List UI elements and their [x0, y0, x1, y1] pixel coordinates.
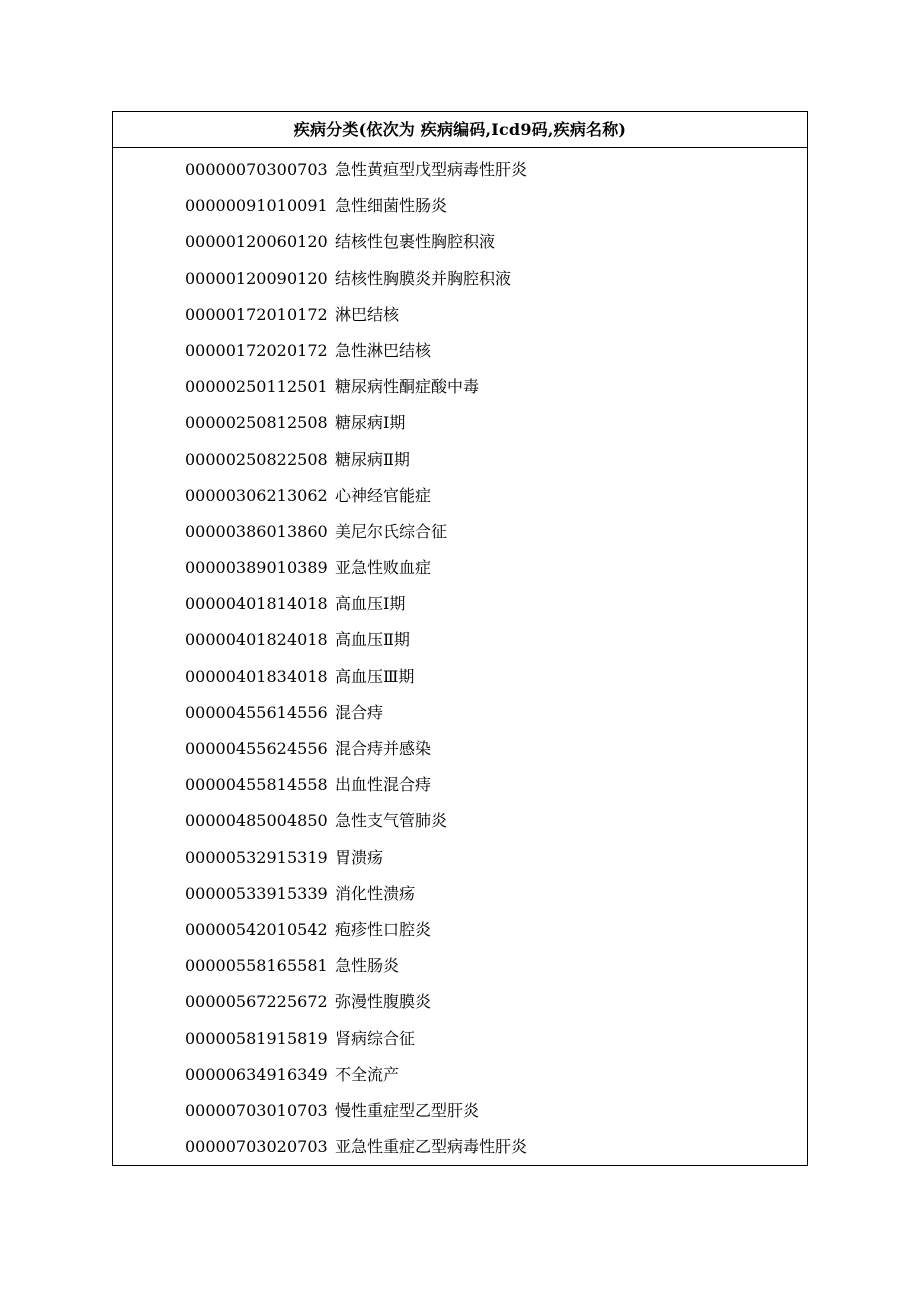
disease-name: 淋巴结核 [335, 304, 400, 324]
disease-name: 不全流产 [335, 1064, 400, 1084]
table-row [113, 442, 807, 478]
icd9-code: 4556 [287, 739, 328, 758]
disease-code: 0000045562 [185, 739, 287, 758]
icd9-code: 0703 [287, 1137, 328, 1157]
disease-name: 结核性胸膜炎并胸腔积液 [335, 268, 512, 288]
table-row [113, 803, 807, 839]
disease-name: 美尼尔氏综合征 [335, 521, 448, 541]
disease-code: 0000012009 [185, 268, 287, 288]
disease-name: 高血压Ⅰ期 [335, 594, 406, 614]
icd9-code: 5581 [287, 956, 328, 976]
disease-name: 高血压Ⅱ期 [335, 630, 410, 650]
disease-code: 0000048500 [185, 811, 287, 831]
disease-code: 0000038601 [185, 521, 287, 541]
icd9-code: 0172 [287, 340, 328, 360]
disease-code: 0000056722 [185, 992, 287, 1012]
disease-name: 糖尿病Ⅱ期 [335, 449, 410, 469]
disease-code: 0000054201 [185, 919, 287, 939]
table-row [113, 333, 807, 369]
table-row [113, 369, 807, 405]
disease-name: 慢性重症型乙型肝炎 [335, 1100, 480, 1120]
icd9-code: 0120 [287, 268, 328, 288]
disease-code: 0000025081 [185, 413, 287, 433]
icd9-code: 4018 [287, 630, 328, 650]
disease-code: 0000012006 [185, 232, 287, 252]
table-row [113, 152, 807, 188]
disease-name: 急性淋巴结核 [335, 340, 432, 360]
table-row [113, 478, 807, 514]
disease-code: 0000007030 [185, 160, 287, 179]
icd9-code: 2508 [287, 449, 328, 469]
table-row [113, 984, 807, 1020]
disease-code: 0000053391 [185, 883, 287, 903]
icd9-code: 0091 [287, 196, 328, 216]
disease-name: 急性细菌性肠炎 [335, 196, 448, 216]
table-row [113, 948, 807, 984]
icd9-code: 5819 [287, 1028, 328, 1048]
disease-name: 糖尿病Ⅰ期 [335, 413, 406, 433]
table-row [113, 912, 807, 948]
disease-name: 亚急性败血症 [335, 558, 432, 578]
disease-name: 肾病综合征 [335, 1028, 416, 1048]
disease-code: 0000040183 [185, 666, 287, 686]
icd9-code: 4018 [287, 666, 328, 686]
icd9-code: 2508 [287, 413, 328, 433]
disease-name: 出血性混合痔 [335, 775, 432, 795]
disease-code: 0000063491 [185, 1064, 287, 1084]
icd9-code: 0703 [287, 1100, 328, 1120]
icd9-code: 0120 [287, 232, 328, 252]
disease-code: 0000009101 [185, 196, 287, 216]
disease-name: 高血压Ⅲ期 [335, 666, 415, 686]
table-row [113, 1021, 807, 1057]
disease-name: 混合痔 [335, 702, 384, 722]
icd9-code: 5319 [287, 847, 328, 867]
disease-code: 0000017202 [185, 340, 287, 360]
icd9-code: 4018 [287, 594, 328, 614]
disease-code: 0000017201 [185, 304, 287, 324]
table-row [113, 731, 807, 767]
icd9-code: 3062 [287, 485, 328, 505]
table-row [113, 514, 807, 550]
icd9-code: 4850 [287, 811, 328, 831]
icd9-code: 6349 [287, 1064, 328, 1084]
icd9-code: 5339 [287, 883, 328, 903]
table-row [113, 188, 807, 224]
icd9-code: 4556 [287, 702, 328, 722]
disease-name: 消化性溃疡 [335, 883, 416, 903]
disease-name: 亚急性重症乙型病毒性肝炎 [335, 1137, 528, 1157]
table-row [113, 840, 807, 876]
disease-classification-table [112, 111, 808, 1166]
table-row [113, 767, 807, 803]
disease-code: 0000070301 [185, 1100, 287, 1120]
icd9-code: 0172 [287, 304, 328, 324]
table-row [113, 550, 807, 586]
disease-name: 急性支气管肺炎 [335, 811, 448, 831]
disease-name: 心神经官能症 [335, 485, 432, 505]
disease-code: 0000045561 [185, 702, 287, 722]
table-row [113, 224, 807, 260]
icd9-code: 0389 [287, 558, 328, 578]
table-row [113, 695, 807, 731]
disease-code: 0000040182 [185, 630, 287, 650]
icd9-code: 2501 [287, 377, 328, 397]
table-row [113, 586, 807, 622]
table-header: 疾病分类(依次为 疾病编码,Icd9码,疾病名称) [113, 112, 807, 148]
icd9-code: 5672 [287, 992, 328, 1012]
table-row [113, 297, 807, 333]
disease-name: 急性黄疸型戊型病毒性肝炎 [335, 160, 528, 179]
table-row [113, 1093, 807, 1129]
disease-code: 0000025082 [185, 449, 287, 469]
disease-name: 急性肠炎 [335, 956, 400, 976]
icd9-code: 3860 [287, 521, 328, 541]
disease-code: 0000025011 [185, 377, 287, 397]
disease-code: 0000055816 [185, 956, 287, 976]
table-row [113, 876, 807, 912]
disease-name: 胃溃疡 [335, 847, 384, 867]
disease-code: 0000070302 [185, 1137, 287, 1157]
disease-name: 弥漫性腹膜炎 [335, 992, 432, 1012]
table-row [113, 405, 807, 441]
table-row [113, 261, 807, 297]
disease-name: 混合痔并感染 [335, 739, 432, 758]
table-rows [113, 148, 807, 1165]
disease-code: 0000040181 [185, 594, 287, 614]
disease-name: 疱疹性口腔炎 [335, 919, 432, 939]
disease-code: 0000053291 [185, 847, 287, 867]
disease-name: 结核性包裹性胸腔积液 [335, 232, 496, 252]
disease-code: 0000030621 [185, 485, 287, 505]
table-row [113, 659, 807, 695]
icd9-code: 4558 [287, 775, 328, 795]
disease-name: 糖尿病性酮症酸中毒 [335, 377, 480, 397]
table-row [113, 622, 807, 658]
disease-code: 0000038901 [185, 558, 287, 578]
icd9-code: 0542 [287, 919, 328, 939]
table-row [113, 1057, 807, 1093]
table-row [113, 1129, 807, 1165]
disease-code: 0000058191 [185, 1028, 287, 1048]
icd9-code: 0703 [287, 160, 328, 179]
disease-code: 0000045581 [185, 775, 287, 795]
